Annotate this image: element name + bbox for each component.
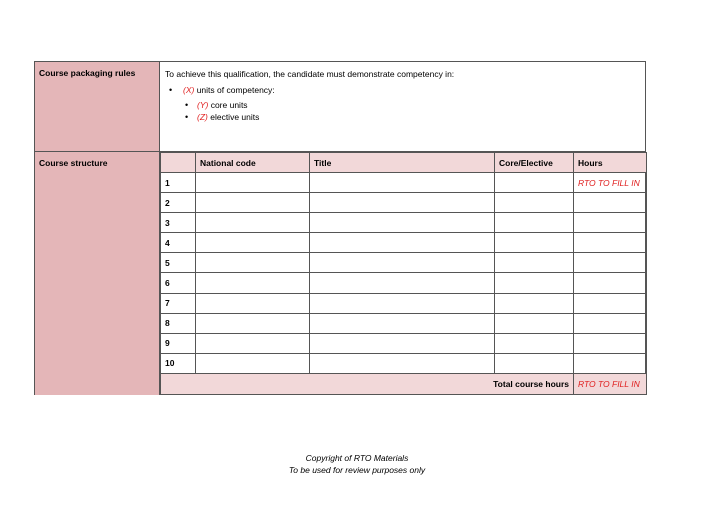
row-number: 3 (161, 213, 196, 233)
header-title: Title (310, 153, 495, 173)
header-core-elective: Core/Elective (495, 153, 574, 173)
row-number: 8 (161, 313, 196, 333)
course-table (34, 61, 646, 395)
units-bullet (165, 85, 641, 95)
title-cell[interactable] (310, 193, 495, 213)
hours-cell[interactable] (574, 233, 647, 253)
row-number: 7 (161, 293, 196, 313)
packaging-intro: To achieve this qualification, the candidate must demonstrate competency in: (165, 69, 455, 79)
core-elective-cell[interactable] (495, 313, 574, 333)
elective-text: elective units (207, 112, 260, 122)
review-purpose-line: To be used for review purposes only (288, 465, 426, 475)
core-text: core units (208, 100, 248, 110)
units-text: units of competency: (194, 85, 275, 95)
core-elective-cell[interactable] (495, 253, 574, 273)
national-code-cell[interactable] (196, 273, 310, 293)
course-structure-table (160, 152, 647, 395)
title-cell[interactable] (310, 313, 495, 333)
core-elective-cell[interactable] (495, 333, 574, 353)
course-structure-label: Course structure (35, 152, 160, 395)
national-code-cell[interactable] (196, 293, 310, 313)
table-row (161, 353, 647, 373)
row-number: 9 (161, 333, 196, 353)
hours-cell[interactable] (574, 213, 647, 233)
table-row (161, 213, 647, 233)
title-cell[interactable] (310, 333, 495, 353)
footer (0, 452, 714, 476)
title-cell[interactable] (310, 253, 495, 273)
row-number: 1 (161, 173, 196, 193)
table-row (161, 273, 647, 293)
row-number: 6 (161, 273, 196, 293)
core-elective-cell[interactable] (495, 353, 574, 373)
row-number: 5 (161, 253, 196, 273)
core-elective-cell[interactable] (495, 233, 574, 253)
hours-cell[interactable] (574, 193, 647, 213)
title-cell[interactable] (310, 273, 495, 293)
table-row (161, 333, 647, 353)
title-cell[interactable] (310, 213, 495, 233)
national-code-cell[interactable] (196, 173, 310, 193)
national-code-cell[interactable] (196, 193, 310, 213)
national-code-cell[interactable] (196, 333, 310, 353)
table-row (161, 293, 647, 313)
table-row (161, 173, 647, 193)
hours-cell[interactable]: RTO TO FILL IN (574, 173, 647, 193)
hours-cell[interactable] (574, 333, 647, 353)
core-elective-cell[interactable] (495, 193, 574, 213)
national-code-cell[interactable] (196, 213, 310, 233)
course-packaging-content (160, 62, 646, 152)
title-cell[interactable] (310, 173, 495, 193)
hours-cell[interactable] (574, 253, 647, 273)
core-elective-cell[interactable] (495, 173, 574, 193)
copyright-line: Copyright of RTO Materials (305, 453, 409, 463)
structure-header-row (161, 153, 647, 173)
course-packaging-label: Course packaging rules (35, 62, 160, 152)
elective-var: (Z) (197, 112, 208, 122)
header-national-code: National code (196, 153, 310, 173)
total-hours-value[interactable]: RTO TO FILL IN (574, 373, 647, 394)
row-number: 4 (161, 233, 196, 253)
national-code-cell[interactable] (196, 353, 310, 373)
title-cell[interactable] (310, 233, 495, 253)
header-hours: Hours (574, 153, 647, 173)
table-row (161, 313, 647, 333)
national-code-cell[interactable] (196, 313, 310, 333)
total-course-hours-label: Total course hours (161, 373, 574, 394)
national-code-cell[interactable] (196, 253, 310, 273)
header-num (161, 153, 196, 173)
row-number: 10 (161, 353, 196, 373)
table-row (161, 193, 647, 213)
title-cell[interactable] (310, 353, 495, 373)
core-units-bullet (165, 100, 641, 110)
hours-cell[interactable] (574, 313, 647, 333)
core-elective-cell[interactable] (495, 293, 574, 313)
title-cell[interactable] (310, 293, 495, 313)
table-row (161, 233, 647, 253)
total-hours-row (161, 373, 647, 394)
hours-cell[interactable] (574, 293, 647, 313)
core-var: (Y) (197, 100, 209, 110)
hours-cell[interactable] (574, 273, 647, 293)
core-elective-cell[interactable] (495, 213, 574, 233)
table-row (161, 253, 647, 273)
core-elective-cell[interactable] (495, 273, 574, 293)
units-var: (X) (183, 85, 195, 95)
national-code-cell[interactable] (196, 233, 310, 253)
hours-cell[interactable] (574, 353, 647, 373)
elective-units-bullet (165, 112, 641, 122)
row-number: 2 (161, 193, 196, 213)
